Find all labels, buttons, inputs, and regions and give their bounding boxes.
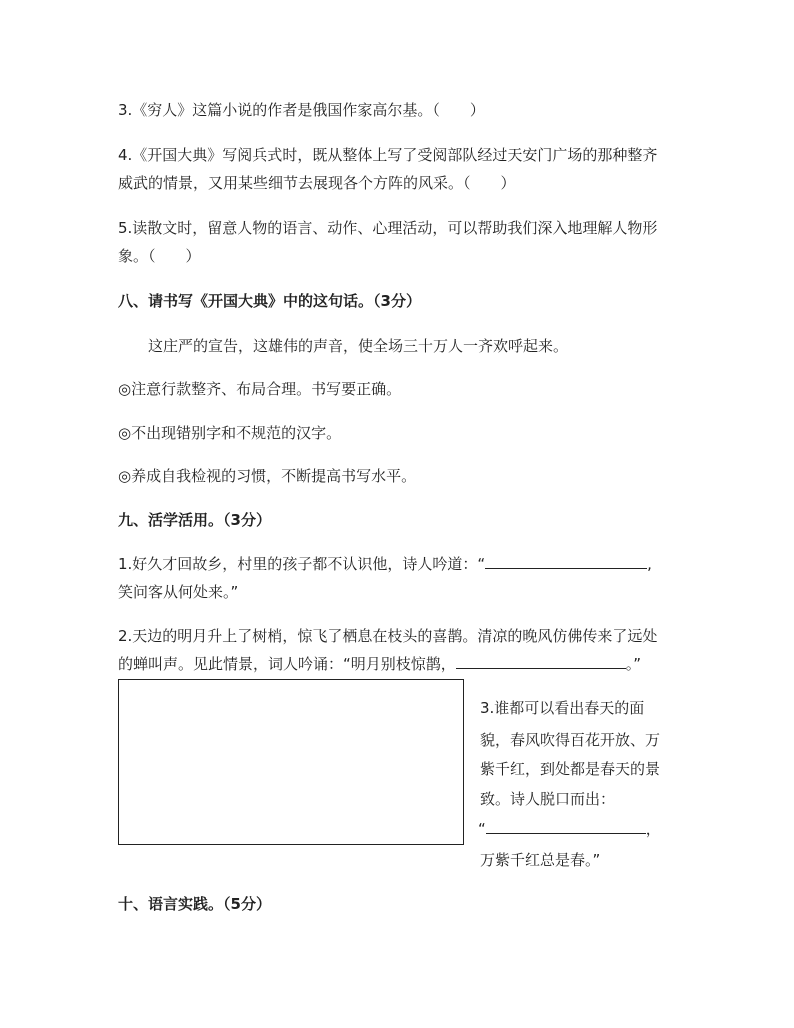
section-8-requirement-2: ◎不出现错别字和不规范的汉字。 xyxy=(118,424,342,442)
question-9-1-suffix: , xyxy=(647,555,652,573)
section-8-requirement-3: ◎养成自我检视的习惯，不断提高书写水平。 xyxy=(118,467,417,485)
question-9-3-line6: 万紫千红总是春。” xyxy=(480,851,601,869)
question-9-2-prefix: 的蝉叫声。见此情景，词人吟诵：“明月别枝惊鹊， xyxy=(118,655,456,673)
section-8-heading: 八、请书写《开国大典》中的这句话。（3分） xyxy=(118,292,421,310)
answer-blank-9-2[interactable] xyxy=(456,656,626,669)
question-9-3-open-quote: “ xyxy=(478,820,486,838)
section-9-heading: 九、活学活用。（3分） xyxy=(118,511,271,529)
question-9-1-line2: 笑问客从何处来。” xyxy=(118,583,239,601)
question-9-2-line1: 2.天边的明月升上了树梢，惊飞了栖息在枝头的喜鹊。清凉的晚风仿佛传来了远处 xyxy=(118,627,658,645)
question-9-3-line4: 致。诗人脱口而出： xyxy=(480,790,616,808)
question-7-3: 3.《穷人》这篇小说的作者是俄国作家高尔基。（ ） xyxy=(118,101,485,119)
question-7-5-line1: 5.读散文时，留意人物的语言、动作、心理活动，可以帮助我们深入地理解人物形 xyxy=(118,219,658,237)
section-8-sentence: 这庄严的宣告，这雄伟的声音，使全场三十万人一齐欢呼起来。 xyxy=(148,337,569,355)
writing-box[interactable] xyxy=(118,679,464,845)
question-9-3-line3: 紫千红，到处都是春天的景 xyxy=(480,760,661,778)
question-9-3-line2: 貌，春风吹得百花开放、万 xyxy=(480,731,661,749)
question-9-1-line1 xyxy=(118,555,652,573)
question-9-3-comma: ， xyxy=(645,820,661,838)
question-9-2-line2 xyxy=(118,655,641,673)
question-9-3-line5 xyxy=(478,820,661,838)
question-9-2-suffix: 。” xyxy=(625,655,642,673)
question-7-4-line2: 威武的情景，又用某些细节去展现各个方阵的风采。（ ） xyxy=(118,174,516,192)
answer-blank-9-3[interactable] xyxy=(486,821,646,834)
question-9-1-prefix: 1.好久才回故乡，村里的孩子都不认识他，诗人吟道：“ xyxy=(118,555,486,573)
answer-blank-9-1[interactable] xyxy=(485,556,647,569)
question-9-3-line1: 3.谁都可以看出春天的面 xyxy=(480,699,645,717)
section-10-heading: 十、语言实践。（5分） xyxy=(118,895,271,913)
section-8-requirement-1: ◎注意行款整齐、布局合理。书写要正确。 xyxy=(118,380,402,398)
question-7-5-line2: 象。（ ） xyxy=(118,247,201,265)
question-7-4-line1: 4.《开国大典》写阅兵式时，既从整体上写了受阅部队经过天安门广场的那种整齐 xyxy=(118,146,658,164)
